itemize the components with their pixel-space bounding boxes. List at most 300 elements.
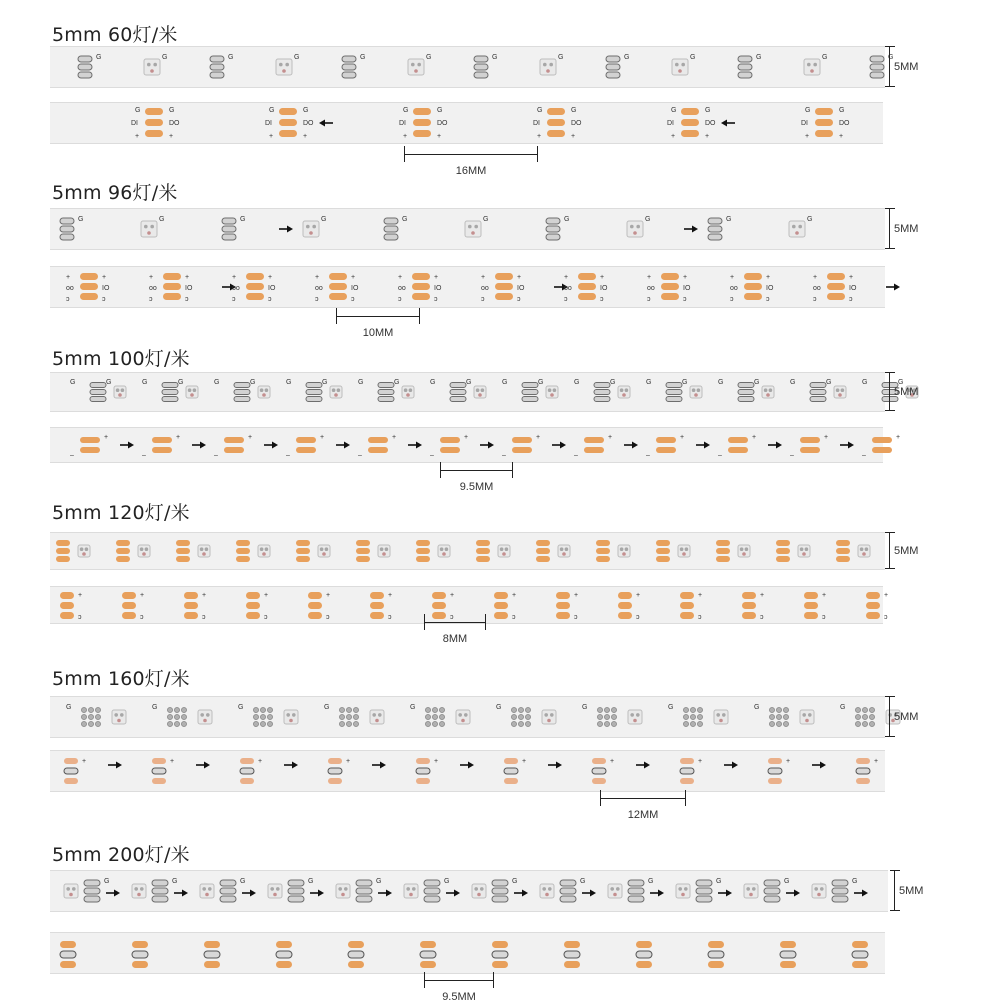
- svg-text:+: +: [574, 592, 579, 599]
- svg-text:G: G: [574, 379, 580, 386]
- solder-pad-icon: [356, 896, 372, 902]
- svg-text:G: G: [250, 379, 256, 386]
- solder-pad-icon: [412, 283, 430, 290]
- svg-text:ɔ: ɔ: [388, 614, 392, 621]
- svg-text:+: +: [434, 274, 439, 281]
- solder-pad-icon: [708, 234, 722, 240]
- svg-text:+: +: [450, 592, 455, 599]
- svg-text:+: +: [839, 133, 844, 140]
- width-dimension: [885, 372, 925, 410]
- svg-text:IO: IO: [683, 285, 691, 292]
- solder-pad-icon: [306, 383, 322, 388]
- solder-pad-icon: [666, 390, 682, 395]
- svg-text:G: G: [410, 704, 416, 711]
- solder-pad-icon: [776, 540, 790, 546]
- solder-pad-icon: [492, 951, 508, 958]
- solder-pad-icon: [416, 778, 430, 784]
- svg-text:G: G: [826, 379, 832, 386]
- svg-text:–: –: [286, 452, 290, 459]
- solder-pad-icon: [368, 447, 388, 453]
- solder-pad-icon: [578, 283, 596, 290]
- solder-pad-icon: [661, 273, 679, 280]
- pitch-dimension: [336, 308, 420, 339]
- solder-pad-icon: [474, 64, 488, 70]
- solder-pad-icon: [827, 273, 845, 280]
- solder-pad-icon: [234, 390, 250, 395]
- solder-pad-icon: [246, 273, 264, 280]
- svg-text:+: +: [805, 133, 810, 140]
- solder-pad-icon: [476, 556, 490, 562]
- svg-text:+: +: [636, 592, 641, 599]
- section-160: [0, 656, 1000, 826]
- arrow-right-icon: [336, 442, 350, 449]
- solder-pad-icon: [556, 602, 570, 609]
- svg-text:G: G: [492, 54, 498, 61]
- solder-pad-icon: [416, 540, 430, 546]
- svg-text:G: G: [822, 54, 828, 61]
- arrow-right-icon: [724, 762, 738, 769]
- strip-back: [50, 102, 883, 144]
- solder-pad-icon: [606, 64, 620, 70]
- solder-pad-icon: [728, 447, 748, 453]
- svg-text:–: –: [790, 452, 794, 459]
- solder-pad-icon: [450, 390, 466, 395]
- svg-text:G: G: [558, 54, 564, 61]
- svg-text:ɔ: ɔ: [102, 296, 106, 303]
- solder-pad-icon: [384, 218, 398, 224]
- svg-text:–: –: [142, 452, 146, 459]
- solder-pad-icon: [220, 888, 236, 894]
- solder-pad-icon: [420, 961, 436, 968]
- svg-text:G: G: [322, 379, 328, 386]
- svg-text:G: G: [888, 54, 894, 61]
- solder-pad-icon: [780, 961, 796, 968]
- svg-text:ɔ: ɔ: [450, 614, 454, 621]
- solder-pad-icon: [56, 548, 70, 554]
- strip-front: [50, 696, 885, 738]
- solder-pad-icon: [776, 548, 790, 554]
- solder-pad-icon: [308, 612, 322, 619]
- svg-text:ɔ: ɔ: [202, 614, 206, 621]
- solder-pad-icon: [80, 447, 100, 453]
- svg-text:ɔ: ɔ: [636, 614, 640, 621]
- svg-text:IO: IO: [517, 285, 525, 292]
- solder-pad-icon: [592, 778, 606, 784]
- solder-pad-icon: [495, 273, 513, 280]
- width-label: 5MM: [894, 711, 919, 723]
- solder-pad-icon: [296, 548, 310, 554]
- svg-text:G: G: [538, 379, 544, 386]
- solder-pad-icon: [122, 602, 136, 609]
- solder-pad-icon: [536, 556, 550, 562]
- svg-text:+: +: [564, 274, 569, 281]
- solder-pad-icon: [80, 293, 98, 300]
- svg-text:+: +: [268, 274, 273, 281]
- solder-pad-icon: [661, 293, 679, 300]
- solder-pad-icon: [60, 226, 74, 232]
- solder-pad-icon: [90, 397, 106, 402]
- svg-text:+: +: [698, 592, 703, 599]
- solder-pad-icon: [522, 397, 538, 402]
- led-strip-front: [50, 871, 888, 911]
- svg-text:+: +: [822, 592, 827, 599]
- solder-pad-icon: [356, 880, 372, 886]
- solder-pad-icon: [90, 390, 106, 395]
- svg-text:G: G: [238, 704, 244, 711]
- solder-pad-icon: [492, 880, 508, 886]
- arrow-right-icon: [242, 890, 256, 897]
- svg-text:ɔ: ɔ: [760, 614, 764, 621]
- solder-pad-icon: [656, 556, 670, 562]
- svg-text:G: G: [70, 379, 76, 386]
- solder-pad-icon: [424, 896, 440, 902]
- led-strip-front: [50, 373, 904, 411]
- solder-pad-icon: [152, 768, 166, 774]
- solder-pad-icon: [416, 556, 430, 562]
- arrow-right-icon: [108, 762, 122, 769]
- svg-text:G: G: [645, 216, 651, 223]
- svg-text:+: +: [571, 133, 576, 140]
- solder-pad-icon: [356, 888, 372, 894]
- solder-pad-icon: [162, 390, 178, 395]
- svg-text:DI: DI: [265, 120, 272, 127]
- solder-pad-icon: [656, 540, 670, 546]
- svg-text:oo: oo: [315, 285, 323, 292]
- solder-pad-icon: [296, 556, 310, 562]
- svg-text:oo: oo: [813, 285, 821, 292]
- solder-pad-icon: [547, 130, 565, 137]
- solder-pad-icon: [618, 612, 632, 619]
- svg-text:+: +: [610, 758, 615, 765]
- solder-pad-icon: [450, 397, 466, 402]
- svg-text:G: G: [580, 878, 586, 885]
- solder-pad-icon: [547, 108, 565, 115]
- solder-pad-icon: [696, 896, 712, 902]
- solder-pad-icon: [184, 602, 198, 609]
- solder-pad-icon: [342, 64, 356, 70]
- solder-pad-icon: [152, 888, 168, 894]
- arrow-right-icon: [786, 890, 800, 897]
- svg-text:oo: oo: [564, 285, 572, 292]
- solder-pad-icon: [288, 888, 304, 894]
- svg-text:oo: oo: [66, 285, 74, 292]
- solder-pad-icon: [836, 540, 850, 546]
- svg-text:G: G: [286, 379, 292, 386]
- solder-pad-icon: [474, 72, 488, 78]
- solder-pad-icon: [296, 447, 316, 453]
- svg-text:+: +: [351, 274, 356, 281]
- solder-pad-icon: [810, 390, 826, 395]
- solder-pad-icon: [560, 888, 576, 894]
- svg-text:–: –: [574, 452, 578, 459]
- solder-pad-icon: [716, 548, 730, 554]
- solder-pad-icon: [852, 961, 868, 968]
- svg-text:+: +: [232, 274, 237, 281]
- solder-pad-icon: [279, 119, 297, 126]
- svg-text:G: G: [162, 54, 168, 61]
- solder-pad-icon: [80, 283, 98, 290]
- solder-pad-icon: [536, 548, 550, 554]
- arrow-right-icon: [548, 762, 562, 769]
- solder-pad-icon: [145, 130, 163, 137]
- section-title: 5mm 96灯/米: [52, 182, 178, 204]
- svg-text:DI: DI: [801, 120, 808, 127]
- svg-text:G: G: [754, 704, 760, 711]
- svg-text:+: +: [536, 434, 541, 441]
- svg-text:+: +: [140, 592, 145, 599]
- solder-pad-icon: [234, 383, 250, 388]
- svg-text:G: G: [790, 379, 796, 386]
- solder-pad-icon: [560, 896, 576, 902]
- solder-pad-icon: [596, 540, 610, 546]
- solder-pad-icon: [84, 880, 100, 886]
- svg-text:G: G: [104, 878, 110, 885]
- solder-pad-icon: [504, 768, 518, 774]
- solder-pad-icon: [492, 888, 508, 894]
- solder-pad-icon: [560, 880, 576, 886]
- svg-text:+: +: [258, 758, 263, 765]
- solder-pad-icon: [246, 602, 260, 609]
- strip-front: [50, 208, 885, 250]
- pitch-dimension: [424, 972, 494, 1003]
- solder-pad-icon: [494, 612, 508, 619]
- svg-text:+: +: [78, 592, 83, 599]
- svg-text:ɔ: ɔ: [268, 296, 272, 303]
- svg-text:G: G: [671, 107, 677, 114]
- solder-pad-icon: [494, 602, 508, 609]
- svg-text:DI: DI: [533, 120, 540, 127]
- svg-text:G: G: [228, 54, 234, 61]
- svg-text:+: +: [522, 758, 527, 765]
- solder-pad-icon: [744, 283, 762, 290]
- solder-pad-icon: [596, 556, 610, 562]
- solder-pad-icon: [60, 234, 74, 240]
- width-label: 5MM: [899, 885, 924, 897]
- svg-text:G: G: [862, 379, 868, 386]
- svg-text:–: –: [358, 452, 362, 459]
- svg-text:G: G: [178, 379, 184, 386]
- solder-pad-icon: [236, 548, 250, 554]
- solder-pad-icon: [222, 234, 236, 240]
- svg-text:ɔ: ɔ: [264, 614, 268, 621]
- solder-pad-icon: [594, 383, 610, 388]
- svg-text:–: –: [70, 452, 74, 459]
- solder-pad-icon: [832, 888, 848, 894]
- solder-pad-icon: [276, 941, 292, 948]
- led-strip-front: [50, 47, 894, 87]
- svg-text:G: G: [784, 878, 790, 885]
- solder-pad-icon: [836, 548, 850, 554]
- svg-text:+: +: [202, 592, 207, 599]
- solder-pad-icon: [370, 602, 384, 609]
- arrow-right-icon: [378, 890, 392, 897]
- svg-text:DI: DI: [399, 120, 406, 127]
- svg-text:+: +: [464, 434, 469, 441]
- solder-pad-icon: [60, 612, 74, 619]
- svg-text:+: +: [315, 274, 320, 281]
- solder-pad-icon: [606, 56, 620, 62]
- svg-text:G: G: [403, 107, 409, 114]
- solder-pad-icon: [656, 437, 676, 443]
- svg-text:IO: IO: [849, 285, 857, 292]
- arrow-right-icon: [446, 890, 460, 897]
- arrow-right-icon: [768, 442, 782, 449]
- svg-text:G: G: [705, 107, 711, 114]
- solder-pad-icon: [680, 612, 694, 619]
- pitch-label: 16MM: [455, 165, 487, 177]
- solder-pad-icon: [742, 602, 756, 609]
- svg-text:+: +: [82, 758, 87, 765]
- solder-pad-icon: [342, 72, 356, 78]
- svg-text:ɔ: ɔ: [884, 614, 888, 621]
- solder-pad-icon: [584, 447, 604, 453]
- arrow-right-icon: [120, 442, 134, 449]
- strip-front: [50, 46, 894, 88]
- svg-text:DO: DO: [303, 120, 314, 127]
- solder-pad-icon: [184, 592, 198, 599]
- arrow-right-icon: [636, 762, 650, 769]
- solder-pad-icon: [866, 592, 880, 599]
- solder-pad-icon: [356, 548, 370, 554]
- pitch-dimension: [424, 614, 486, 645]
- solder-pad-icon: [176, 540, 190, 546]
- arrow-right-icon: [854, 890, 868, 897]
- svg-text:IO: IO: [351, 285, 359, 292]
- solder-pad-icon: [546, 226, 560, 232]
- solder-pad-icon: [145, 119, 163, 126]
- svg-text:oo: oo: [398, 285, 406, 292]
- svg-text:+: +: [326, 592, 331, 599]
- solder-pad-icon: [145, 108, 163, 115]
- solder-pad-icon: [546, 218, 560, 224]
- solder-pad-icon: [210, 64, 224, 70]
- solder-pad-icon: [606, 72, 620, 78]
- solder-pad-icon: [696, 880, 712, 886]
- solder-pad-icon: [163, 283, 181, 290]
- svg-text:G: G: [502, 379, 508, 386]
- svg-text:+: +: [169, 133, 174, 140]
- svg-text:G: G: [852, 878, 858, 885]
- svg-text:G: G: [240, 878, 246, 885]
- solder-pad-icon: [656, 447, 676, 453]
- solder-pad-icon: [856, 768, 870, 774]
- solder-pad-icon: [742, 612, 756, 619]
- solder-pad-icon: [432, 592, 446, 599]
- svg-text:G: G: [483, 216, 489, 223]
- svg-text:G: G: [321, 216, 327, 223]
- arrow-left-icon: [319, 120, 333, 127]
- solder-pad-icon: [413, 108, 431, 115]
- svg-text:+: +: [248, 434, 253, 441]
- solder-pad-icon: [308, 592, 322, 599]
- svg-text:G: G: [269, 107, 275, 114]
- width-dimension: [885, 46, 925, 86]
- svg-text:IO: IO: [434, 285, 442, 292]
- solder-pad-icon: [176, 556, 190, 562]
- solder-pad-icon: [592, 758, 606, 764]
- arrow-right-icon: [514, 890, 528, 897]
- svg-text:+: +: [437, 133, 442, 140]
- svg-text:ɔ: ɔ: [78, 614, 82, 621]
- solder-pad-icon: [596, 548, 610, 554]
- svg-text:G: G: [402, 216, 408, 223]
- svg-text:+: +: [824, 434, 829, 441]
- svg-text:G: G: [690, 54, 696, 61]
- arrow-right-icon: [696, 442, 710, 449]
- svg-text:G: G: [294, 54, 300, 61]
- solder-pad-icon: [512, 437, 532, 443]
- solder-pad-icon: [708, 941, 724, 948]
- solder-pad-icon: [716, 540, 730, 546]
- svg-text:ɔ: ɔ: [698, 614, 702, 621]
- pitch-dimension: [600, 790, 686, 821]
- solder-pad-icon: [288, 880, 304, 886]
- svg-text:G: G: [610, 379, 616, 386]
- solder-pad-icon: [328, 778, 342, 784]
- solder-pad-icon: [856, 758, 870, 764]
- solder-pad-icon: [742, 592, 756, 599]
- solder-pad-icon: [328, 768, 342, 774]
- arrow-right-icon: [552, 442, 566, 449]
- solder-pad-icon: [832, 896, 848, 902]
- solder-pad-icon: [152, 447, 172, 453]
- svg-text:ɔ: ɔ: [849, 296, 853, 303]
- svg-text:ɔ: ɔ: [574, 614, 578, 621]
- solder-pad-icon: [348, 951, 364, 958]
- svg-text:G: G: [214, 379, 220, 386]
- solder-pad-icon: [474, 56, 488, 62]
- solder-pad-icon: [413, 119, 431, 126]
- solder-pad-icon: [152, 437, 172, 443]
- arrow-right-icon: [582, 890, 596, 897]
- solder-pad-icon: [738, 390, 754, 395]
- svg-text:+: +: [730, 274, 735, 281]
- solder-pad-icon: [240, 768, 254, 774]
- svg-text:G: G: [582, 704, 588, 711]
- solder-pad-icon: [780, 951, 796, 958]
- solder-pad-icon: [64, 768, 78, 774]
- solder-pad-icon: [866, 602, 880, 609]
- svg-text:ɔ: ɔ: [683, 296, 687, 303]
- solder-pad-icon: [440, 447, 460, 453]
- arrow-right-icon: [624, 442, 638, 449]
- arrow-right-icon: [718, 890, 732, 897]
- solder-pad-icon: [163, 273, 181, 280]
- solder-pad-icon: [476, 540, 490, 546]
- solder-pad-icon: [204, 951, 220, 958]
- svg-text:+: +: [813, 274, 818, 281]
- solder-pad-icon: [60, 941, 76, 948]
- svg-text:G: G: [169, 107, 175, 114]
- solder-pad-icon: [152, 758, 166, 764]
- solder-pad-icon: [378, 397, 394, 402]
- solder-pad-icon: [768, 758, 782, 764]
- svg-text:G: G: [668, 704, 674, 711]
- solder-pad-icon: [412, 273, 430, 280]
- led-strip-front: [50, 209, 885, 249]
- solder-pad-icon: [122, 592, 136, 599]
- solder-pad-icon: [296, 437, 316, 443]
- svg-text:G: G: [135, 107, 141, 114]
- svg-text:G: G: [716, 878, 722, 885]
- solder-pad-icon: [370, 592, 384, 599]
- svg-text:IO: IO: [102, 285, 110, 292]
- svg-text:ɔ: ɔ: [398, 296, 402, 303]
- solder-pad-icon: [220, 880, 236, 886]
- svg-text:+: +: [705, 133, 710, 140]
- solder-pad-icon: [378, 390, 394, 395]
- solder-pad-icon: [240, 778, 254, 784]
